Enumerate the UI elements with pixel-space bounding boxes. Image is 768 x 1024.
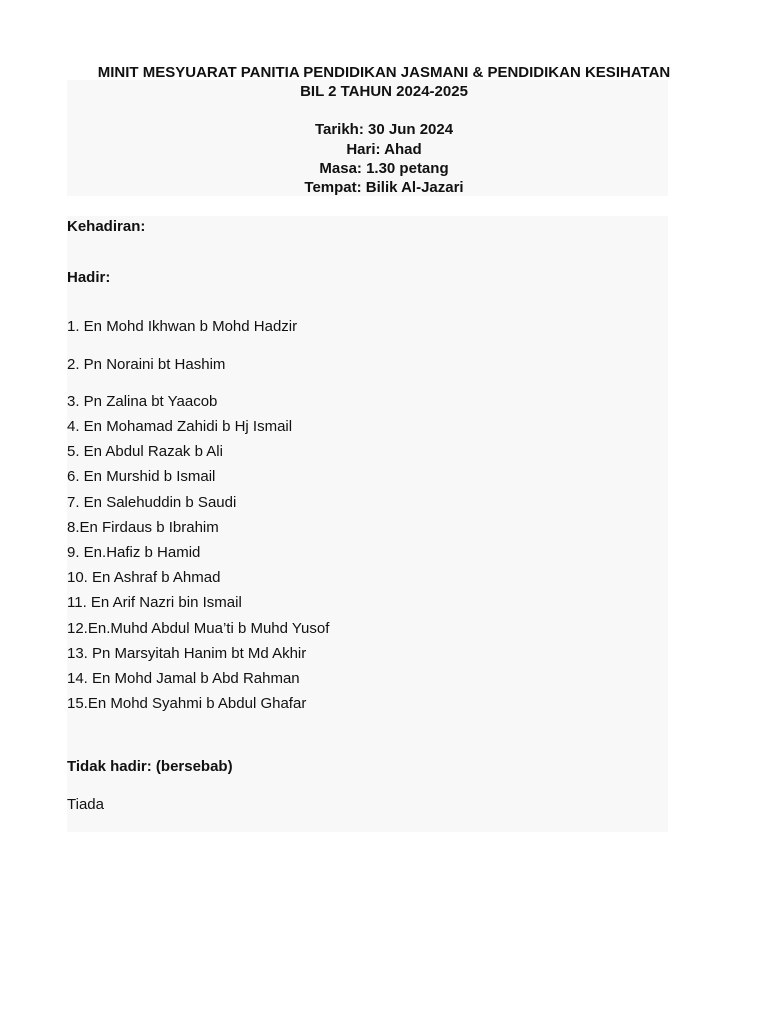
list-item: 14. En Mohd Jamal b Abd Rahman bbox=[67, 670, 300, 687]
list-item: 12.En.Muhd Abdul Mua’ti b Muhd Yusof bbox=[67, 620, 330, 637]
list-item: 13. Pn Marsyitah Hanim bt Md Akhir bbox=[67, 645, 307, 662]
meeting-time: Masa: 1.30 petang bbox=[319, 160, 449, 177]
meeting-day: Hari: Ahad bbox=[346, 141, 422, 158]
attendance-heading: Kehadiran: bbox=[67, 218, 146, 235]
absent-heading: Tidak hadir: (bersebab) bbox=[67, 758, 233, 775]
list-item: 3. Pn Zalina bt Yaacob bbox=[67, 393, 218, 410]
absent-value: Tiada bbox=[67, 796, 104, 813]
list-item: 8.En Firdaus b Ibrahim bbox=[67, 519, 219, 536]
present-heading: Hadir: bbox=[67, 269, 111, 286]
list-item: 4. En Mohamad Zahidi b Hj Ismail bbox=[67, 418, 293, 435]
list-item: 15.En Mohd Syahmi b Abdul Ghafar bbox=[67, 695, 307, 712]
list-item: 1. En Mohd Ikhwan b Mohd Hadzir bbox=[67, 318, 298, 335]
list-item: 2. Pn Noraini bt Hashim bbox=[67, 356, 226, 373]
list-item: 7. En Salehuddin b Saudi bbox=[67, 494, 237, 511]
document-subtitle: BIL 2 TAHUN 2024-2025 bbox=[300, 83, 468, 100]
list-item: 11. En Arif Nazri bin Ismail bbox=[67, 594, 242, 611]
document-title: MINIT MESYUARAT PANITIA PENDIDIKAN JASMANI & PENDIDIKAN KESIHATAN bbox=[97, 64, 671, 81]
list-item: 9. En.Hafiz b Hamid bbox=[67, 544, 201, 561]
list-item: 6. En Murshid b Ismail bbox=[67, 468, 216, 485]
list-item: 5. En Abdul Razak b Ali bbox=[67, 443, 223, 460]
meeting-place: Tempat: Bilik Al-Jazari bbox=[304, 179, 464, 196]
list-item: 10. En Ashraf b Ahmad bbox=[67, 569, 221, 586]
meeting-date: Tarikh: 30 Jun 2024 bbox=[314, 121, 454, 138]
